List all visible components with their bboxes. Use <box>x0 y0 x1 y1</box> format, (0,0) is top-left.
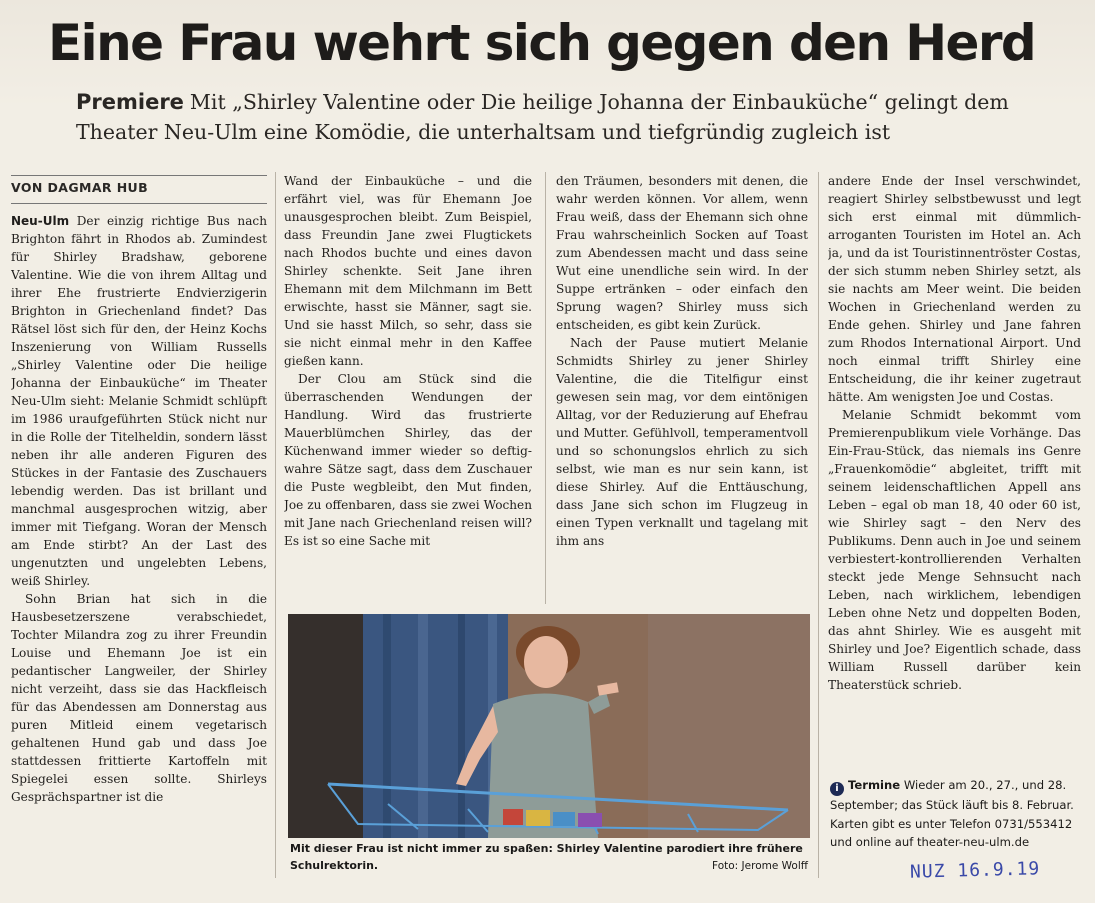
dateline: Neu-Ulm <box>11 214 70 228</box>
photo-credit: Foto: Jerome Wolff <box>712 860 808 872</box>
article-column-4 <box>828 172 1081 768</box>
paragraph: Wand der Einbauküche – und die erfährt viel, was für Ehemann Joe unausgesprochen bleibt. Zum Beispiel, dass Freundin Jane zwei Flugtickets nach Rhodos buchte und eines davon Shirley schenkte. Seit Jane ihren Ehemann mit dem Milchmann im Bett erwischte, hasst sie Männer, sagt sie. Und sie hasst Milch, so sehr, dass sie sie nicht einmal mehr in den Kaffee gießen kann. <box>284 174 532 368</box>
article-column-1 <box>11 212 267 900</box>
paragraph: Nach der Pause mutiert Melanie Schmidts Shirley zu jener Shirley Valentine, die die Titelfigur einst gewesen sein mag, vor dem eintönigen Alltag, vor der Reduzierung auf Ehefrau und Mutter. Gefühlvoll, temperamentvoll und so schonungslos ehrlich zu sich selbst, wie man es nur sein kann, ist diese Shirley. Auf die Enttäuschung, dass Jane sich schon im Flugzeug in einen Typen verknallt und tagelang mit ihm ans <box>556 336 808 548</box>
column-divider <box>545 172 546 604</box>
termine-label: Termine <box>848 778 901 792</box>
paragraph: den Träumen, besonders mit denen, die wahr werden können. Vor allem, wenn Frau weiß, dass der Ehemann sich ohne Frau wahrscheinlich Socken auf Toast zum Abendessen macht und dass seine Wut eine unendliche sein wird. In der Suppe ertränken – oder einfach den Sprung wagen? Shirley muss sich entscheiden, es gibt kein Zurück. <box>556 174 808 332</box>
paragraph: Melanie Schmidt bekommt vom Premierenpublikum viele Vorhänge. Das Ein-Frau-Stück, das niemals ins Genre „Frauenkomödie“ abgleitet, trifft mit seinem leidenschaftlichen Appell ans Leben – egal ob man 18, 40 oder 60 ist, wie Shirley sagt – den Nerv des Publikums. Denn auch in Joe und seinem verbiestert-kontrollierenden Verhalten steckt jede Menge Sehnsucht nach Leben, nach wirklichem, lebendigen Leben ohne Netz und doppelten Boden, das ahnt Shirley. Wie es ausgeht mit Shirley und Joe? Eigentlich schade, dass William Russell darüber kein Theaterstück schrieb. <box>828 408 1081 692</box>
paragraph-text: Der einzig richtige Bus nach Brighton fährt in Rhodos ab. Zumindest für Shirley Bradshaw, geborene Valentine. Wie die von ihrem Alltag und ihrer Ehe frustrierte Endvierzigerin Brighton in Griechenland findet? Das Rätsel löst sich für den, der Heinz Kochs Inszenierung von William Russells „Shirley Valentine oder Die heilige Johanna der Einbauküche“ im Theater Neu-Ulm sieht: Melanie Schmidt schlüpft im 1986 uraufgeführten Stück nicht nur in die Rolle der Titelheldin, sondern lässt neben ihr alle anderen Figuren des Stückes in der Fantasie des Zuschauers lebendig werden. Das ist brillant und manchmal ausgesprochen witzig, aber immer mit Tiefgang. Woran der Mensch am Ende stirbt? An der Last des ungenutzten und ungelebten Lebens, weiß Shirley. <box>11 214 267 588</box>
byline-rule-bottom <box>11 203 267 204</box>
photo-caption <box>290 840 810 880</box>
info-icon: i <box>830 782 844 796</box>
subhead-text: Mit „Shirley Valentine oder Die heilige Johanna der Einbauküche“ gelingt dem Theater Neu-Ulm eine Komödie, die unterhaltsam und tiefgründig zugleich ist <box>76 90 1009 144</box>
column-divider <box>818 172 819 878</box>
paragraph: andere Ende der Insel verschwindet, reagiert Shirley selbstbewusst und legt sich erst einmal mit dümmlich-arroganten Touristen im Hotel an. Ach ja, und da ist Touristinnentröster Costas, der sich stumm neben Shirley setzt, als sie nachts am Meer weint. Die beiden Wochen in Griechenland werden zu Ende gehen. Shirley und Jane fahren zum Rhodos International Airport. Und noch einmal trifft Shirley eine Entscheidung, die ihr keiner zugetraut hätte. Am wenigsten Joe und Costas. <box>828 174 1081 404</box>
byline-rule-top <box>11 175 267 176</box>
subhead <box>76 87 1036 147</box>
handwritten-date-note: NUZ 16.9.19 <box>909 858 1041 883</box>
paragraph: Der Clou am Stück sind die überraschenden Wendungen der Handlung. Wird das frustrierte Mauerblümchen Shirley, das der Küchenwand immer wieder so deftig-wahre Sätze sagt, dass dem Zuschauer die Puste wegbleibt, den Mut finden, Joe zu offenbaren, dass sie zwei Wochen mit Jane nach Griechenland reisen will? Es ist so eine Sache mit <box>284 372 532 548</box>
termine-text: Wieder am 20., 27., und 28. September; das Stück läuft bis 8. Februar. Karten gibt es unter Telefon 0731/553412 und online auf theater-neu-ulm.de <box>830 778 1074 849</box>
paragraph: Sohn Brian hat sich in die Hausbesetzerszene verabschiedet, Tochter Milandra zog zu ihrer Freundin Louise und Ehemann Joe ist ein pedantischer Langweiler, der Shirley nicht verzeiht, dass sie das Hackfleisch für das Abendessen am Donnerstag aus puren Mitleid einem vegetarisch gehaltenen Hund gab und dass Joe stattdessen frittierte Kartoffeln mit Spiegelei essen sollte. Shirleys Gesprächspartner ist die <box>11 592 267 804</box>
stage-photo-illustration <box>288 614 810 838</box>
article-photo <box>288 614 810 838</box>
headline: Eine Frau wehrt sich gegen den Herd <box>48 14 1036 72</box>
column-divider <box>275 172 276 878</box>
article-column-3 <box>556 172 808 604</box>
article-column-2 <box>284 172 532 604</box>
subhead-kicker: Premiere <box>76 90 184 114</box>
paragraph <box>11 212 267 590</box>
byline: VON DAGMAR HUB <box>11 180 149 195</box>
photo-caption-text: Mit dieser Frau ist nicht immer zu spaßen: Shirley Valentine parodiert ihre frühere Schulrektorin. <box>290 842 803 872</box>
